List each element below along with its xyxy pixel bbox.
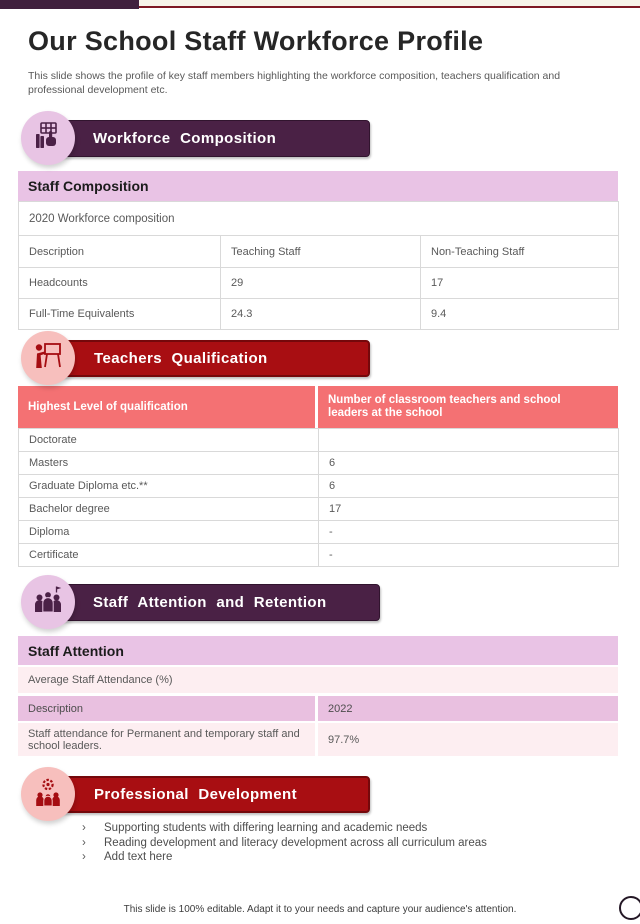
top-red-line — [139, 6, 640, 8]
qualification-table-header — [18, 386, 618, 428]
top-purple-bar — [0, 0, 139, 9]
page-number-circle — [619, 896, 640, 920]
professional-development-badge — [21, 767, 75, 821]
table-cell: 17 — [421, 268, 619, 299]
table-cell: 6 — [319, 475, 619, 498]
staff-composition-table — [18, 201, 619, 330]
attendance-value-row — [18, 723, 618, 756]
table-cell: - — [319, 521, 619, 544]
books-hand-icon — [32, 120, 64, 157]
bullet-text: Add text here — [104, 851, 173, 864]
table-cell: Certificate — [19, 544, 319, 567]
table-row — [19, 299, 619, 330]
table-cell: 29 — [221, 268, 421, 299]
table-row — [19, 544, 619, 567]
team-people-icon — [32, 584, 64, 621]
section-banner-workforce-composition — [48, 120, 370, 157]
table-cell: Full-Time Equivalents — [19, 299, 221, 330]
banner-label: Workforce Composition — [93, 130, 277, 147]
table-cell: Diploma — [19, 521, 319, 544]
gear-people-icon — [32, 776, 64, 813]
teachers-qualification-badge — [21, 331, 75, 385]
banner-label: Staff Attention and Retention — [93, 594, 327, 611]
chevron-bullet: › — [82, 851, 86, 864]
section-banner-professional-development — [48, 776, 370, 813]
column-header: Description — [18, 696, 315, 721]
table-cell: 97.7% — [318, 723, 618, 756]
bullet-text: Supporting students with differing learning and academic needs — [104, 822, 428, 834]
column-header: Highest Level of qualification — [18, 386, 315, 428]
column-header: Teaching Staff — [221, 236, 421, 268]
table-row — [19, 521, 619, 544]
table-row — [19, 268, 619, 299]
section-banner-staff-attention — [48, 584, 380, 621]
table-cell: - — [319, 544, 619, 567]
chevron-bullet: › — [82, 836, 86, 849]
table-cell: 17 — [319, 498, 619, 521]
table-cell: Doctorate — [19, 429, 319, 452]
attendance-header-row — [18, 696, 618, 721]
list-item — [82, 821, 487, 836]
table-cell: 24.3 — [221, 299, 421, 330]
table-row — [19, 498, 619, 521]
column-header: Number of classroom teachers and school leaders at the school — [318, 386, 618, 428]
qualification-table — [18, 428, 619, 567]
table-cell: Graduate Diploma etc.** — [19, 475, 319, 498]
list-item — [82, 850, 487, 865]
table-cell: Masters — [19, 452, 319, 475]
table-cell: Bachelor degree — [19, 498, 319, 521]
table-caption: 2020 Workforce composition — [19, 202, 619, 236]
workforce-badge — [21, 111, 75, 165]
development-bullet-list — [82, 821, 487, 865]
footer-note: This slide is 100% editable. Adapt it to your needs and capture your audience's attention. — [123, 904, 517, 915]
table-cell: 9.4 — [421, 299, 619, 330]
bullet-text: Reading development and literacy development across all curriculum areas — [104, 836, 487, 849]
teacher-easel-icon — [32, 340, 64, 377]
column-header: Description — [19, 236, 221, 268]
table-row — [19, 452, 619, 475]
table-cell: 6 — [319, 452, 619, 475]
staff-attention-badge — [21, 575, 75, 629]
list-item — [82, 836, 487, 851]
staff-attention-header: Staff Attention — [18, 636, 618, 665]
banner-label: Professional Development — [94, 786, 297, 803]
chevron-bullet: › — [82, 822, 86, 834]
table-row — [19, 429, 619, 452]
page-subtitle: This slide shows the profile of key staff members highlighting the workforce composition, teachers qualification and professional development etc. — [28, 70, 561, 96]
page-title: Our School Staff Workforce Profile — [28, 26, 484, 56]
section-banner-teachers-qualification — [48, 340, 370, 377]
column-header: 2022 — [318, 696, 618, 721]
table-cell: Staff attendance for Permanent and temporary staff and school leaders. — [18, 723, 315, 756]
table-cell: Headcounts — [19, 268, 221, 299]
table-cell — [319, 429, 619, 452]
column-header: Non-Teaching Staff — [421, 236, 619, 268]
staff-composition-header: Staff Composition — [18, 171, 618, 201]
table-row — [19, 475, 619, 498]
banner-label: Teachers Qualification — [94, 350, 268, 367]
attendance-caption-row: Average Staff Attendance (%) — [18, 667, 618, 693]
